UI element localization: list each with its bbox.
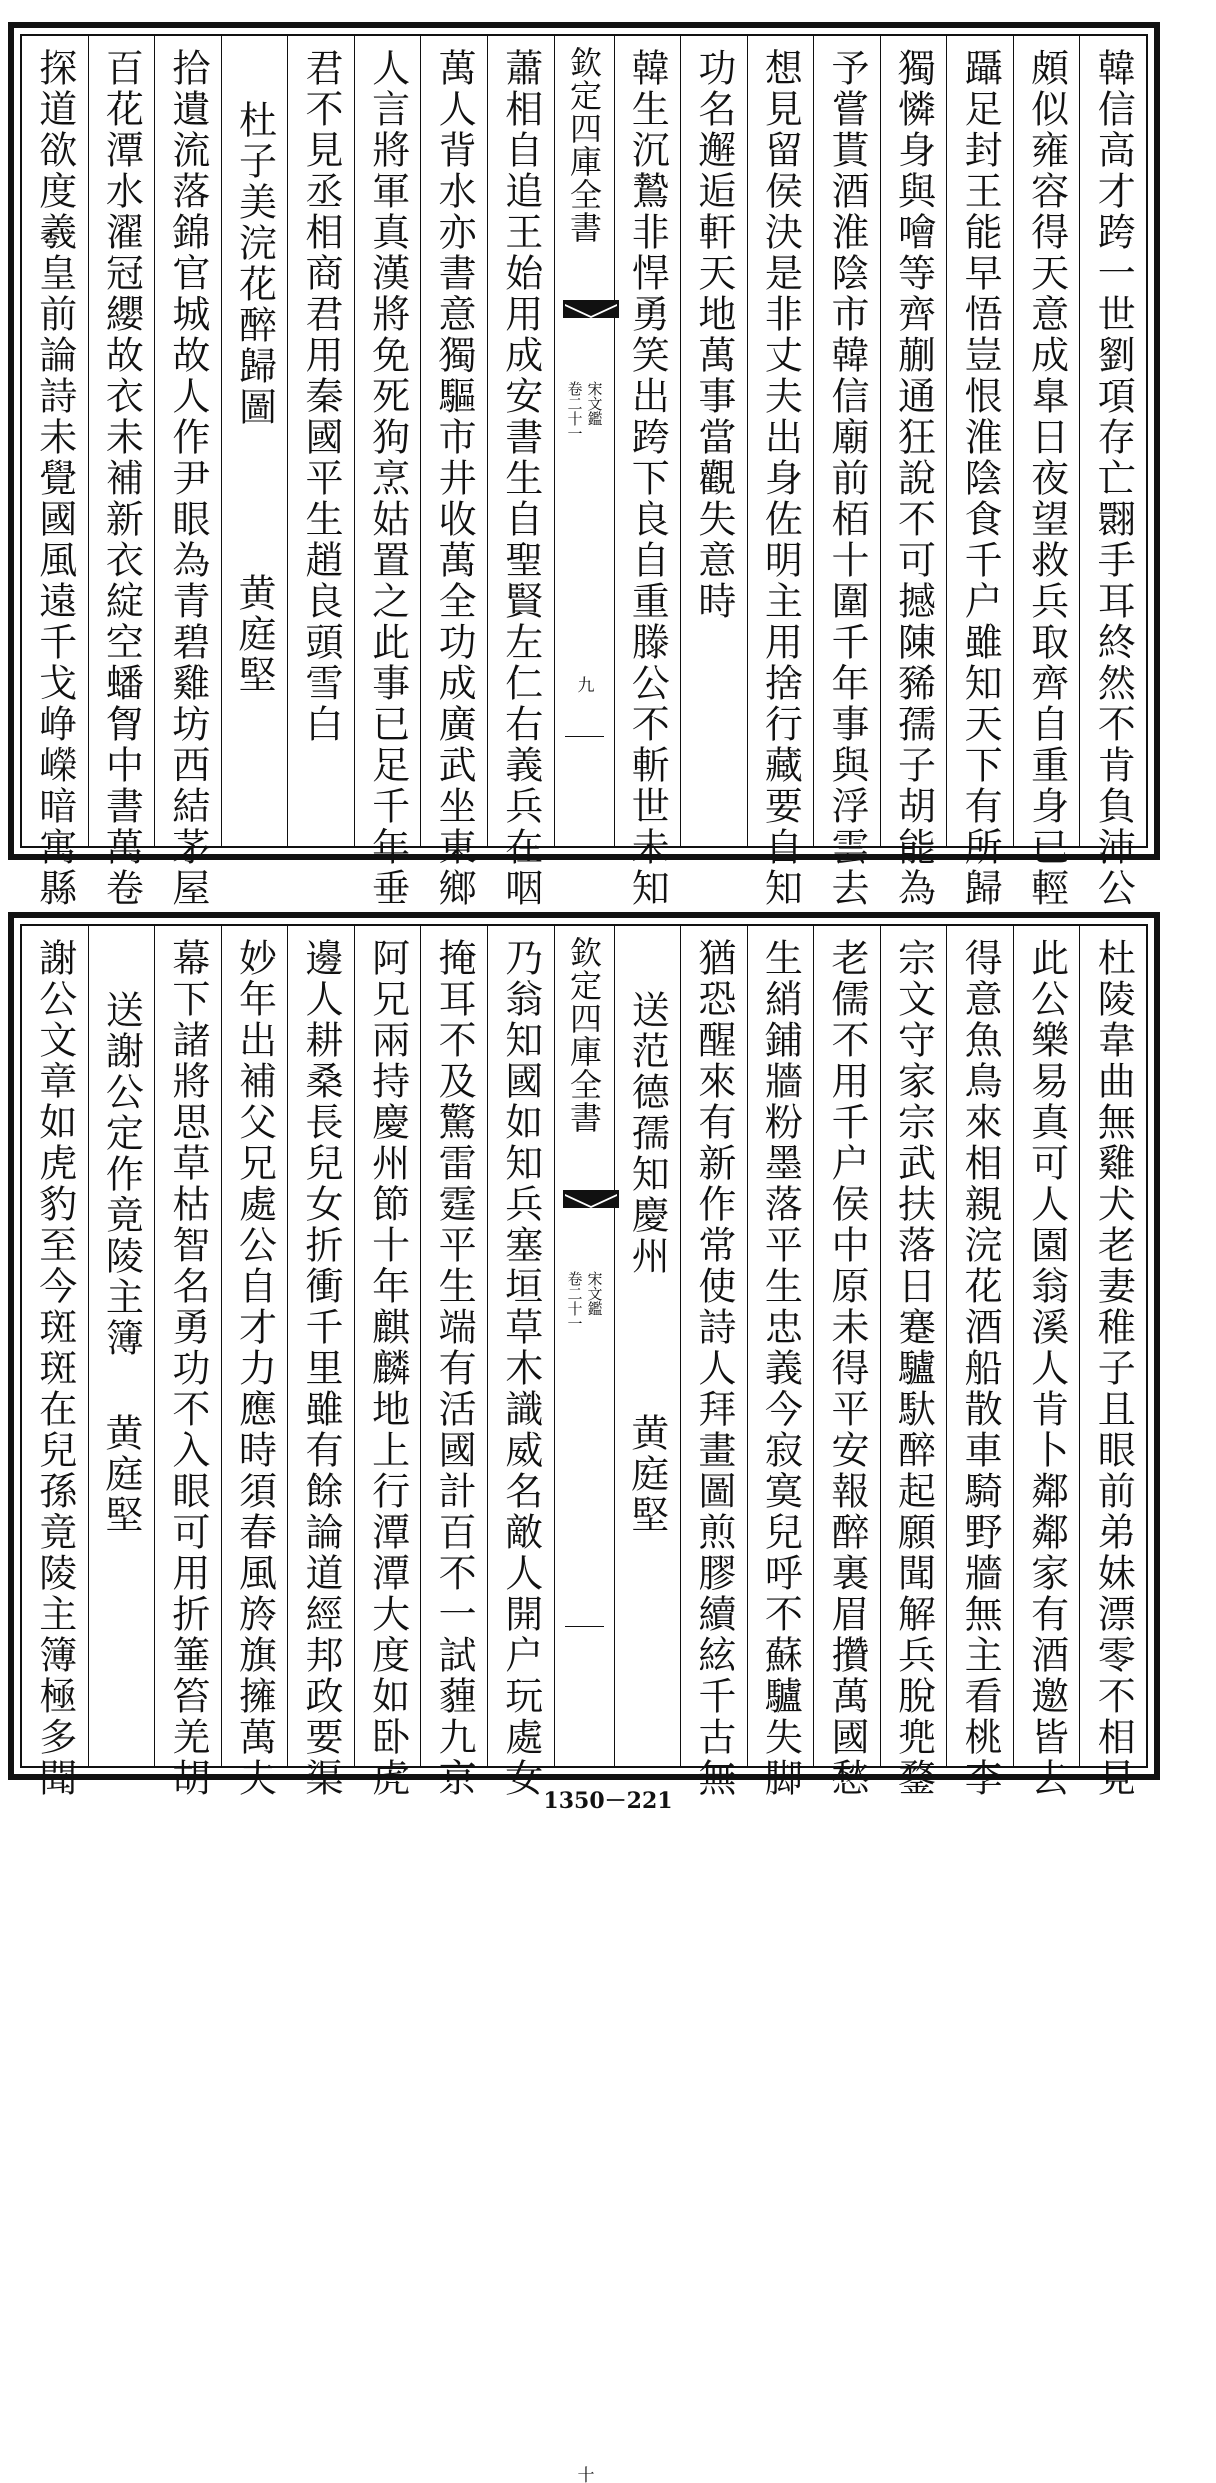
- text-line: 宗文守家宗武扶落日蹇驢馱醉起願聞解兵脫兠鍪: [891, 938, 936, 1799]
- poem-author: 黄庭堅: [624, 1413, 669, 1536]
- text-column: [221, 926, 288, 1799]
- poem-title: 送謝公定作竟陵主簿: [99, 990, 144, 1359]
- text-column: [354, 36, 421, 909]
- folio-number: 九: [573, 676, 594, 693]
- text-column: [88, 36, 155, 909]
- poem-author: 黄庭堅: [98, 1413, 143, 1536]
- text-column: [680, 36, 747, 846]
- text-line: 功名邂逅軒天地萬事當觀失意時: [691, 48, 736, 622]
- volume-number: 卷二十一: [565, 1271, 584, 1331]
- top-page: [8, 22, 1160, 909]
- text-line: 頗似雍容得天意成臯日夜望救兵取齊自重身已輕: [1024, 48, 1069, 909]
- center-fold-column: [554, 926, 614, 2483]
- text-column: [1013, 36, 1080, 909]
- text-column: [420, 36, 487, 909]
- text-column: [1079, 36, 1146, 909]
- text-line: 獨憐身與噲等齊蒯通狂說不可撼陳豨孺子胡能為: [891, 48, 936, 909]
- text-column: [614, 36, 681, 909]
- folio-rule: [565, 736, 604, 737]
- text-column: [946, 36, 1013, 909]
- poem-title: 送范德孺知慶州: [625, 990, 670, 1277]
- text-line: 拾遺流落錦官城故人作尹眼為青碧雞坊西結茅屋: [165, 48, 210, 909]
- text-line: 百花潭水濯冠纓故衣未補新衣綻空蟠胷中書萬卷: [99, 48, 144, 909]
- text-column: [154, 926, 221, 1799]
- text-line: 杜陵韋曲無雞犬老妻稚子且眼前弟妹漂零不相見: [1091, 938, 1136, 1799]
- book-title: 欽定四庫全書: [565, 936, 603, 1134]
- text-column: [287, 36, 354, 846]
- poem-title-column: [614, 926, 681, 1766]
- text-column: [420, 926, 487, 1799]
- text-column: [813, 926, 880, 1799]
- poem-title: 杜子美浣花醉歸圖: [232, 100, 277, 428]
- poem-author: 黄庭堅: [231, 573, 276, 696]
- poem-title-column: [88, 926, 155, 1766]
- text-line: 此公樂易真可人園翁溪人肯卜鄰鄰家有酒邀皆去: [1024, 938, 1069, 1799]
- text-column: [287, 926, 354, 1799]
- text-column: [154, 36, 221, 909]
- fish-tail-ornament-icon: [561, 296, 621, 322]
- text-line: 幕下諸將思草枯智名勇功不入眼可用折箠笞羌胡: [165, 938, 210, 1799]
- text-line: 掩耳不及驚雷霆平生端有活國計百不一試薶九京: [432, 938, 477, 1799]
- text-line: 猶恐醒來有新作常使詩人拜畫圖煎膠續絃千古無: [691, 938, 736, 1799]
- fish-tail-ornament-icon: [561, 1186, 621, 1212]
- volume-number: 卷二十一: [565, 381, 584, 441]
- text-column: [22, 36, 88, 909]
- text-line: 萬人背水亦書意獨驅市井收萬全功成廣武坐東鄉: [432, 48, 477, 909]
- text-column: [680, 926, 747, 1799]
- text-line: 探道欲度羲皇前論詩未覺國風遠千戈峥嶸暗寓縣: [32, 48, 77, 909]
- text-line: 阿兄兩持慶州節十年麒麟地上行潭潭大度如卧虎: [365, 938, 410, 1799]
- book-title: 欽定四庫全書: [565, 46, 603, 244]
- collection-title: 宋文鑑: [585, 381, 604, 426]
- text-line: 躡足封王能早悟豈恨淮陰食千户雖知天下有所歸: [958, 48, 1003, 909]
- text-line: 韓信高才跨一世劉項存亡翾手耳終然不肯負沛公: [1091, 48, 1136, 909]
- text-line: 蕭相自追王始用成安書生自聖賢左仁右義兵在咽: [498, 48, 543, 909]
- text-column: [1079, 926, 1146, 1799]
- poem-title-column: [221, 36, 288, 846]
- text-line: 老儒不用千户侯中原未得平安報醉裏眉攢萬國愁: [824, 938, 869, 1799]
- text-line: 君不見丞相商君用秦國平生趙良頭雪白: [299, 48, 344, 745]
- text-column: [880, 36, 947, 909]
- text-line: 人言將軍真漢將免死狗烹姑置之此事已足千年垂: [365, 48, 410, 909]
- page-footer-number: 1350－221: [543, 1788, 673, 1814]
- folio-number: 十: [573, 2466, 594, 2483]
- text-line: 乃翁知國如知兵塞垣草木識威名敵人開户玩處女: [498, 938, 543, 1799]
- text-column: [1013, 926, 1080, 1799]
- text-line: 謝公文章如虎豹至今斑斑在兒孫竟陵主簿極多聞: [32, 938, 77, 1799]
- text-line: 邊人耕桑長兒女折衝千里雖有餘論道經邦政要渠: [299, 938, 344, 1799]
- text-line: 生綃鋪牆粉墨落平生忠義今寂寞兒呼不蘇驢失脚: [758, 938, 803, 1799]
- text-column: [487, 36, 554, 909]
- collection-title: 宋文鑑: [585, 1271, 604, 1316]
- center-fold-column: [554, 36, 614, 846]
- top-page-columns: [20, 34, 1148, 909]
- text-column: [487, 926, 554, 1799]
- text-column: [880, 926, 947, 1799]
- text-line: 予嘗貰酒淮陰市韓信廟前栢十圍千年事與浮雲去: [824, 48, 869, 909]
- text-column: [747, 36, 814, 909]
- text-line: 妙年出補父兄處公自才力應時須春風旍旗擁萬夫: [232, 938, 277, 1799]
- text-column: [22, 926, 88, 1799]
- text-column: [354, 926, 421, 1799]
- text-line: 得意魚鳥來相親浣花酒船散車騎野牆無主看桃李: [958, 938, 1003, 1799]
- text-column: [747, 926, 814, 1799]
- folio-rule: [565, 1626, 604, 1627]
- text-column: [946, 926, 1013, 1799]
- text-line: 韓生沉鷙非悍勇笑出跨下良自重滕公不斬世未知: [625, 48, 670, 909]
- text-line: 想見留侯決是非丈夫出身佐明主用捨行藏要自知: [758, 48, 803, 909]
- text-column: [813, 36, 880, 909]
